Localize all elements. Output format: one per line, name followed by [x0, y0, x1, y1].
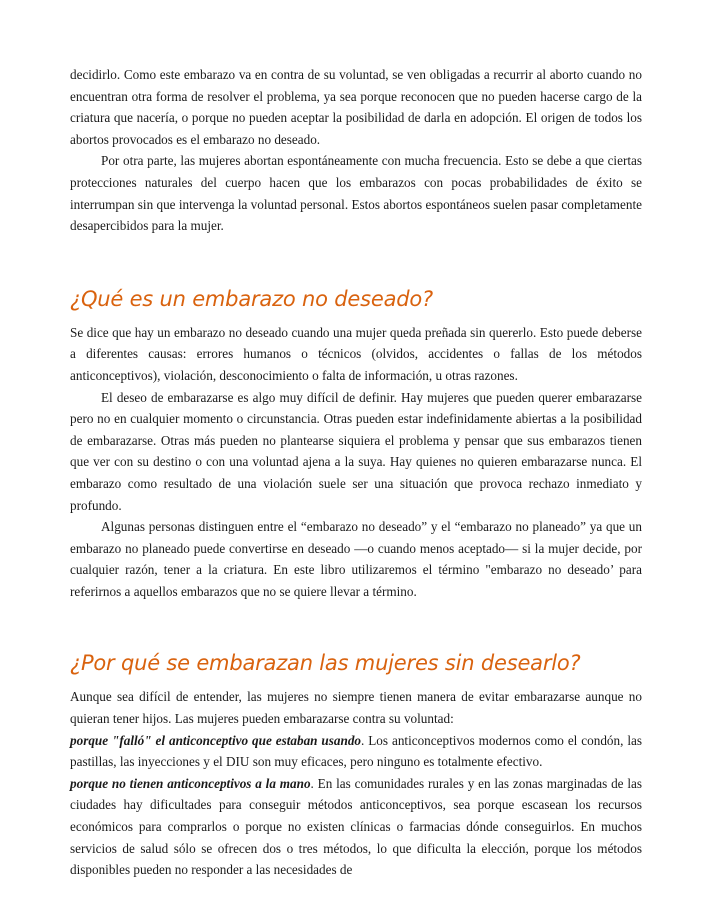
intro-paragraph-2: Por otra parte, las mujeres abortan espontáneamente con mucha frecuencia. Esto se debe a que ciertas protecciones naturales del cuerpo hacen que los embarazos con pocas probabilidades de éxito se interrumpan sin que intervenga la voluntad personal. Estos abortos espontáneos suelen pasar completamente desapercibidos para la mujer.: [70, 153, 642, 234]
reason-item-no-contraceptives: [70, 773, 642, 881]
reason-lead-text: porque no tienen anticonceptivos a la mano: [70, 775, 311, 791]
reason-item-contraceptive-failed: [70, 730, 642, 773]
intro-paragraph-1: decidirlo. Como este embarazo va en contra de su voluntad, se ven obligadas a recurrir al aborto cuando no encuentran otra forma de resolver el problema, ya sea porque reconocen que no pueden hacerse cargo de la criatura que nacería, o porque no pueden aceptar la posibilidad de darla en adopción. El origen de todos los abortos provocados es el embarazo no deseado.: [70, 67, 642, 147]
section-1-paragraph-2: El deseo de embarazarse es algo muy difícil de definir. Hay mujeres que pueden querer embarazarse pero no en cualquier momento o circunstancia. Otras pueden estar indefinidamente abiertas a la posibilidad de embarazarse. Otras más pueden no plantearse siquiera el problema y pensar que sus embarazos tienen que ver con su destino o con una voluntad ajena a la suya. Hay quienes no quieren embarazarse nunca. El embarazo como resultado de una violación suele ser una situación que provoca rechazo inmediato y profundo.: [70, 389, 642, 513]
section-1-paragraph-1: Se dice que hay un embarazo no deseado cuando una mujer queda preñada sin quererlo. Esto puede deberse a diferentes causas: errores humanos o técnicos (olvidos, accidentes o fallas de los métodos anticonceptivos), violación, desconocimiento o falta de información, u otras razones.: [70, 324, 642, 383]
section-heading-why-women-get-pregnant: ¿Por qué se embarazan las mujeres sin desearlo?: [70, 651, 581, 676]
document-page: [70, 64, 642, 881]
section-2-paragraph-1: Aunque sea difícil de entender, las mujeres no siempre tienen manera de evitar embarazarse aunque no quieran tener hijos. Las mujeres pueden embarazarse contra su voluntad:: [70, 689, 642, 727]
reason-body-text: . Los anticonceptivos modernos como el condón, las pastillas, las inyecciones y el DIU son muy eficaces, pero ninguno es totalmente efectivo.: [70, 732, 642, 770]
section-1-paragraph-3: Algunas personas distinguen entre el “embarazo no deseado” y el “embarazo no planeado” ya que un embarazo no planeado puede convertirse en deseado —o cuando menos aceptado— si la mujer decide, por cualquier razón, tener a la criatura. En este libro utilizaremos el término "embarazo no deseado’ para referirnos a aquellos embarazos que no se quiere llevar a término.: [70, 519, 642, 599]
section-heading-unwanted-pregnancy: ¿Qué es un embarazo no deseado?: [70, 286, 433, 311]
reason-body-text: . En las comunidades rurales y en las zonas marginadas de las ciudades hay dificultades para conseguir métodos anticonceptivos, sea porque escasean los recursos económicos para comprarlos o porque no existen clínicas o farmacias dónde conseguirlos. En muchos servicios de salud sólo se ofrecen dos o tres métodos, lo que dificulta la elección, porque los métodos disponibles pueden no responder a las necesidades de: [70, 775, 643, 878]
reason-lead-text: porque "falló" el anticonceptivo que estaban usando: [70, 732, 362, 748]
